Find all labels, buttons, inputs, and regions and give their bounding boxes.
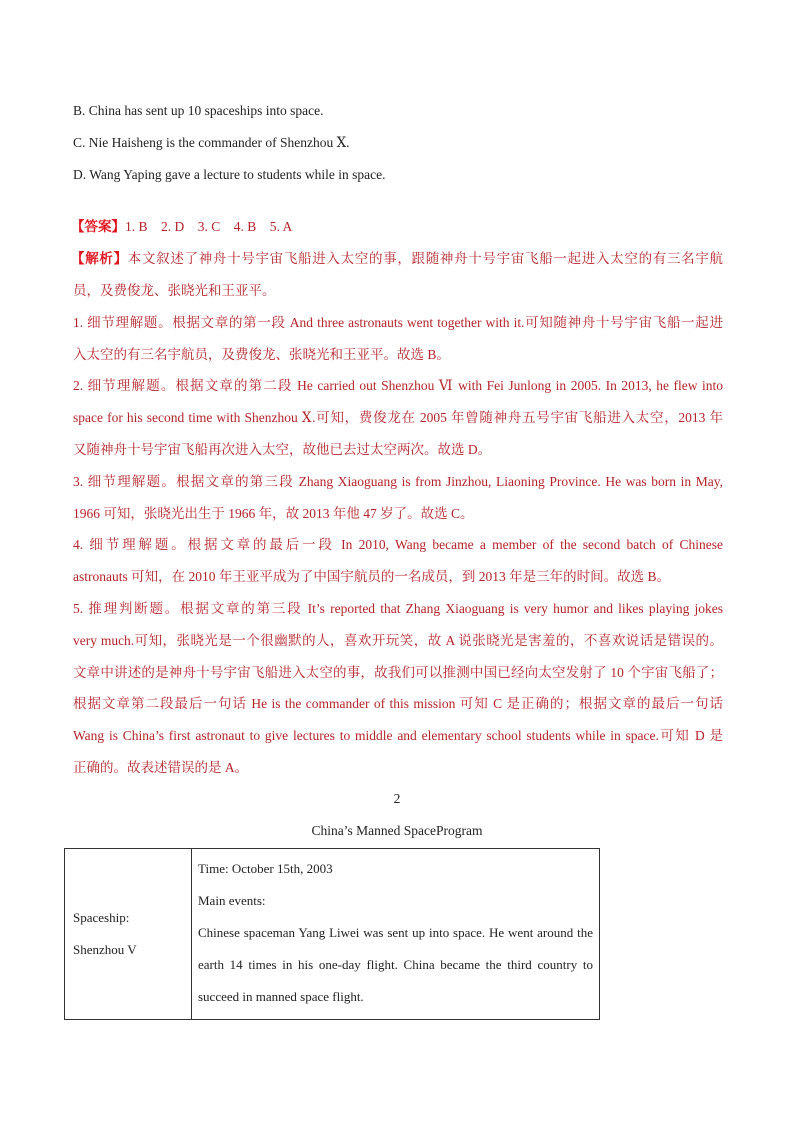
answer-tag: 【答案】 [71,219,125,234]
analysis-line: 5. 推理判断题。根据文章的第三段 It’s reported that Zhang Xiaoguang is very humor and likes playing jokes [73,601,723,616]
spaceship-table [64,848,600,1020]
section-number: 2 [393,791,401,806]
option-b: B. China has sent up 10 spaceships into space. [73,103,324,118]
analysis-line: 员，及费俊龙、张晓光和王亚平。 [73,283,276,298]
analysis-line: 1. 细节理解题。根据文章的第一段 And three astronauts went together with it.可知随神舟十号宇宙飞船一起进 [73,315,723,330]
events-label: Main events: [198,893,266,908]
table-row [65,849,600,1020]
analysis-line-1 [71,249,723,269]
launch-time: Time: October 15th, 2003 [198,861,333,876]
answer-text: 1. B 2. D 3. C 4. B 5. A [125,219,293,234]
spaceship-label: Spaceship: [73,910,130,925]
analysis-text: 本文叙述了神舟十号宇宙飞船进入太空的事，跟随神舟十号宇宙飞船一起进入太空的有三名宇航 [127,251,724,266]
analysis-line: 4. 细节理解题。根据文章的最后一段 In 2010, Wang became a member of the second batch of Chinese [73,537,723,552]
analysis-line: 1966 可知，张晓光出生于 1966 年，故 2013 年他 47 岁了。故选 C。 [73,506,474,521]
analysis-line: very much.可知，张晓光是一个很幽默的人，喜欢开玩笑，故 A 说张晓光是害羞的，不喜欢说话是错误的。 [73,633,723,648]
analysis-line: Wang is China’s first astronaut to give lectures to middle and elementary school students while in space.可知 D 是 [73,728,723,743]
answer-line [71,217,721,237]
analysis-line: 根据文章第二段最后一句话 He is the commander of this mission 可知 C 是正确的；根据文章的最后一句话 [73,696,723,711]
analysis-line: 又随神舟十号宇宙飞船再次进入太空，故他已去过太空两次。故选 D。 [73,442,492,457]
analysis-line: 文章中讲述的是神舟十号宇宙飞船进入太空的事，故我们可以推测中国已经向太空发射了 10 个宇宙飞船了； [73,665,723,680]
analysis-tag: 【解析】 [71,251,128,266]
analysis-line: 3. 细节理解题。根据文章的第三段 Zhang Xiaoguang is from Jinzhou, Liaoning Province. He was born in May, [73,474,723,489]
option-c: C. Nie Haisheng is the commander of Shenzhou Ⅹ. [73,135,350,150]
analysis-line: 入太空的有三名宇航员，及费俊龙、张晓光和王亚平。故选 B。 [73,347,450,362]
spaceship-cell [65,849,192,1020]
analysis-line: 正确的。故表述错误的是 A。 [73,760,249,775]
passage-title: China’s Manned SpaceProgram [311,823,483,838]
analysis-line: 2. 细节理解题。根据文章的第二段 He carried out Shenzhou Ⅵ with Fei Junlong in 2005. In 2013, he flew into [73,378,723,393]
events-text: Chinese spaceman Yang Liwei was sent up into space. He went around the earth 14 times in his one-day flight. China became the third country to succeed in manned space flight. [198,925,593,1004]
analysis-line: space for his second time with Shenzhou Ⅹ.可知，费俊龙在 2005 年曾随神舟五号宇宙飞船进入太空，2013 年 [73,410,723,425]
spaceship-name: Shenzhou V [73,942,137,957]
option-d: D. Wang Yaping gave a lecture to students while in space. [73,167,386,182]
events-cell [192,849,600,1020]
analysis-line: astronauts 可知，在 2010 年王亚平成为了中国宇航员的一名成员，到 2013 年是三年的时间。故选 B。 [73,569,670,584]
